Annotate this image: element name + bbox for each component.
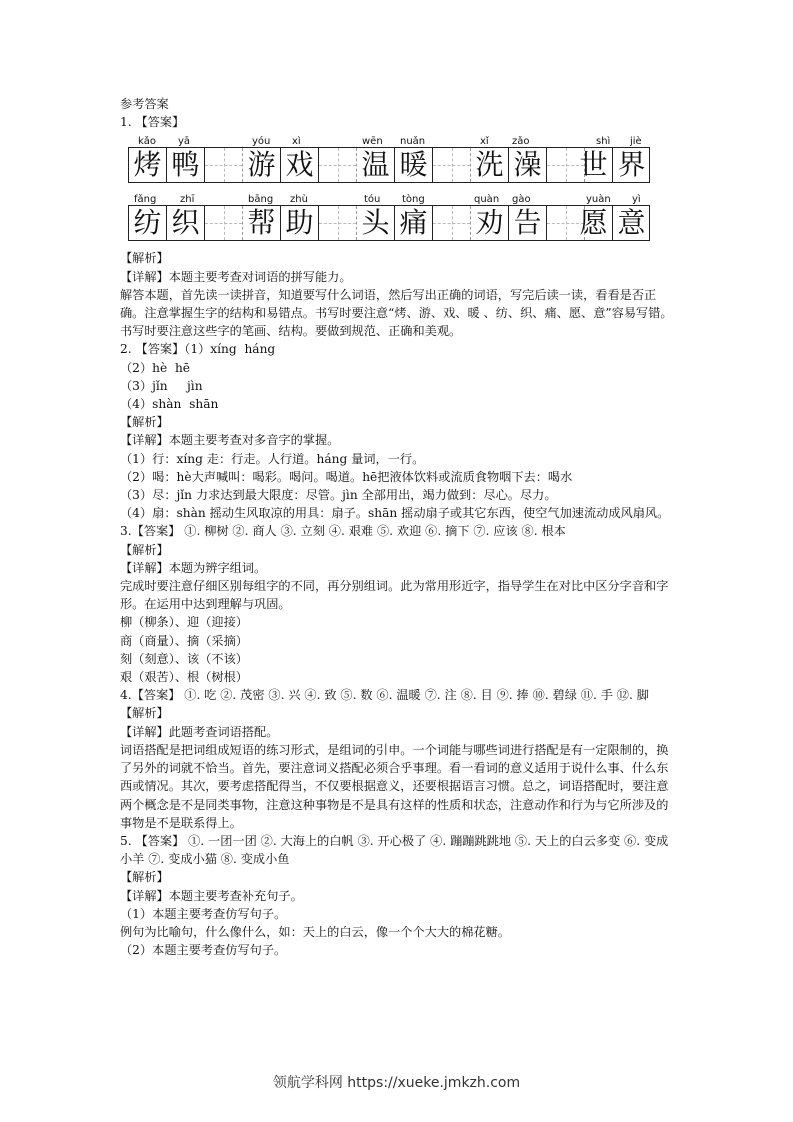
char-cell: 界 bbox=[617, 148, 646, 182]
char-cell: 助 bbox=[281, 206, 319, 240]
q1-heading: 1. 【答案】 bbox=[120, 115, 185, 130]
q5-detail-1: （1）本题主要考查仿写句子。 bbox=[120, 906, 287, 921]
pinyin: yì bbox=[632, 194, 641, 206]
pinyin: kǎo bbox=[138, 136, 157, 148]
q2-detail-4: （4）扇：shàn 摇动生风取凉的用具：扇子。shān 摇动扇子或其它东西，使空气加速流动成风扇风。 bbox=[120, 506, 670, 521]
q4-detail: 【详解】此题考查词语搭配。 bbox=[120, 724, 279, 739]
q2-answer-3: （3）jǐn jìn bbox=[120, 378, 203, 393]
pinyin-row bbox=[128, 191, 650, 205]
pinyin-row bbox=[128, 133, 650, 147]
q2-detail: 【详解】本题主要考查对多音字的掌握。 bbox=[120, 433, 340, 448]
char-cell: 世 bbox=[575, 148, 613, 182]
empty-cell bbox=[205, 148, 243, 182]
empty-cell bbox=[205, 206, 243, 240]
char-cell: 纺 bbox=[129, 206, 167, 240]
q3-detail: 【详解】本题为辨字组词。 bbox=[120, 560, 267, 575]
char-cell: 戏 bbox=[281, 148, 319, 182]
char-cell: 织 bbox=[167, 206, 205, 240]
char-cell: 愿 bbox=[575, 206, 613, 240]
q3-word-4: 艰（艰苦）、根（树根） bbox=[120, 670, 248, 685]
pinyin-grid bbox=[128, 133, 650, 249]
q4-explain: 词语搭配是把词组成短语的练习形式，是组词的引申。一个词能与哪些词进行搭配是有一定限制的，换了另外的词就不恰当。首先，要注意词义搭配必须合乎事理。看一看词的意义适用于说什么事、什么东西或情况。其次，要考虑搭配得当，不仅要根据意义，还要根据语言习惯。总之，词语搭配时，要注意两个概念是不是同类事物，注意这种事物是不是具有这样的性质和状态，注意动作和行为与它所涉及的事物是不是联系得上。 bbox=[120, 742, 669, 830]
grid-row-2 bbox=[128, 191, 650, 249]
q4-answer: 4.【答案】 ①. 吃 ②. 茂密 ③. 兴 ④. 致 ⑤. 数 ⑥. 温暖 ⑦. 注 ⑧. 目 ⑨. 捧 ⑩. 碧绿 ⑪. 手 ⑫. 脚 bbox=[120, 688, 649, 703]
empty-cell bbox=[433, 148, 471, 182]
pinyin: xǐ bbox=[480, 136, 489, 148]
pinyin: shì bbox=[596, 136, 611, 148]
q5-answer: 5. 【答案】 ①. 一团一团 ②. 大海上的白帆 ③. 开心极了 ④. 蹦蹦跳跳地 ⑤. 天上的白云多变 ⑥. 变成小羊 ⑦. 变成小猫 ⑧. 变成小鱼 bbox=[120, 833, 669, 867]
char-cell: 暖 bbox=[395, 148, 433, 182]
pinyin: zhù bbox=[290, 194, 308, 206]
pinyin: fǎng bbox=[134, 194, 157, 206]
answer-content bbox=[120, 95, 680, 959]
char-cell: 温 bbox=[357, 148, 395, 182]
page-title: 参考答案 bbox=[120, 97, 169, 111]
pinyin: wēn bbox=[362, 136, 383, 148]
pinyin: xì bbox=[292, 136, 301, 148]
pinyin: yā bbox=[178, 136, 191, 148]
empty-cell bbox=[319, 148, 357, 182]
char-cell: 鸭 bbox=[167, 148, 205, 182]
page-footer: 领航学科网 https://xueke.jmkzh.com bbox=[272, 1075, 521, 1091]
pinyin: jiè bbox=[630, 136, 642, 148]
char-cell: 帮 bbox=[243, 206, 281, 240]
empty-cell bbox=[433, 206, 471, 240]
char-cell: 痛 bbox=[395, 206, 433, 240]
q5-detail-2: 例句为比喻句，什么像什么，如：天上的白云，像一个个大大的棉花糖。 bbox=[120, 924, 510, 939]
q3-explain: 完成时要注意仔细区别每组字的不同，再分别组词。此为常用形近字，指导学生在对比中区分字音和字形。在运用中达到理解与巩固。 bbox=[120, 579, 669, 612]
char-cell: 游 bbox=[243, 148, 281, 182]
pinyin: yóu bbox=[252, 136, 271, 148]
q2-detail-3: （3）尽：jǐn 力求达到最大限度：尽管。jìn 全部用出，竭力做到：尽心。尽力。 bbox=[120, 488, 557, 503]
char-cell: 澡 bbox=[509, 148, 547, 182]
pinyin: zhī bbox=[180, 194, 195, 206]
pinyin: tòng bbox=[402, 194, 425, 206]
q4-analysis: 【解析】 bbox=[120, 706, 169, 721]
char-cell: 告 bbox=[509, 206, 547, 240]
q2-answer-2: （2）hè hē bbox=[120, 360, 191, 375]
pinyin: gào bbox=[512, 194, 531, 206]
pinyin: yuàn bbox=[586, 194, 611, 206]
char-boxes bbox=[128, 147, 650, 183]
char-cell: 洗 bbox=[471, 148, 509, 182]
pinyin: nuǎn bbox=[400, 136, 426, 148]
q3-analysis: 【解析】 bbox=[120, 542, 169, 557]
grid-row-1 bbox=[128, 133, 650, 191]
q2-answer: 2. 【答案】（1）xíng háng bbox=[120, 342, 276, 357]
q5-detail: 【详解】本题主要考查补充句子。 bbox=[120, 888, 303, 903]
q5-analysis: 【解析】 bbox=[120, 870, 169, 885]
char-cell: 烤 bbox=[129, 148, 167, 182]
q2-answer-4: （4）shàn shān bbox=[120, 397, 219, 412]
pinyin: bāng bbox=[248, 194, 274, 206]
char-cell: 意 bbox=[617, 206, 646, 240]
char-cell: 劝 bbox=[471, 206, 509, 240]
q2-detail-1: （1）行：xíng 走：行走。人行道。háng 量词，一行。 bbox=[120, 451, 425, 466]
q2-analysis: 【解析】 bbox=[120, 415, 169, 430]
q1-detail: 【详解】本题主要考查对词语的拼写能力。 bbox=[120, 269, 352, 284]
q2-detail-2: （2）喝：hè大声喊叫：喝彩。喝问。喝道。hē把液体饮料或流质食物咽下去：喝水 bbox=[120, 469, 573, 484]
q1-analysis: 【解析】 bbox=[120, 251, 169, 266]
char-boxes bbox=[128, 205, 650, 241]
q3-answer: 3.【答案】 ①. 柳树 ②. 商人 ③. 立刻 ④. 艰难 ⑤. 欢迎 ⑥. 摘下 ⑦. 应该 ⑧. 根本 bbox=[120, 524, 566, 539]
pinyin: tóu bbox=[364, 194, 381, 206]
pinyin: quàn bbox=[474, 194, 500, 206]
char-cell: 头 bbox=[357, 206, 395, 240]
q1-explain: 解答本题，首先读一读拼音，知道要写什么词语，然后写出正确的词语，写完后读一读，看看是否正确。注意掌握生字的结构和易错点。书写时要注意“烤、游、戏、暖 、纺、织、痛、愿、意”容易写错。书写时要注意这些字的笔画、结构。要做到规范、正确和美观。 bbox=[120, 287, 673, 339]
q3-word-1: 柳（柳条）、迎（迎接） bbox=[120, 615, 248, 630]
q3-word-2: 商（商量）、摘（采摘） bbox=[120, 633, 248, 648]
pinyin: zǎo bbox=[512, 136, 530, 148]
empty-cell bbox=[319, 206, 357, 240]
q5-detail-3: （2）本题主要考查仿写句子。 bbox=[120, 943, 287, 958]
q3-word-3: 刻（刻意）、该（不该） bbox=[120, 651, 248, 666]
